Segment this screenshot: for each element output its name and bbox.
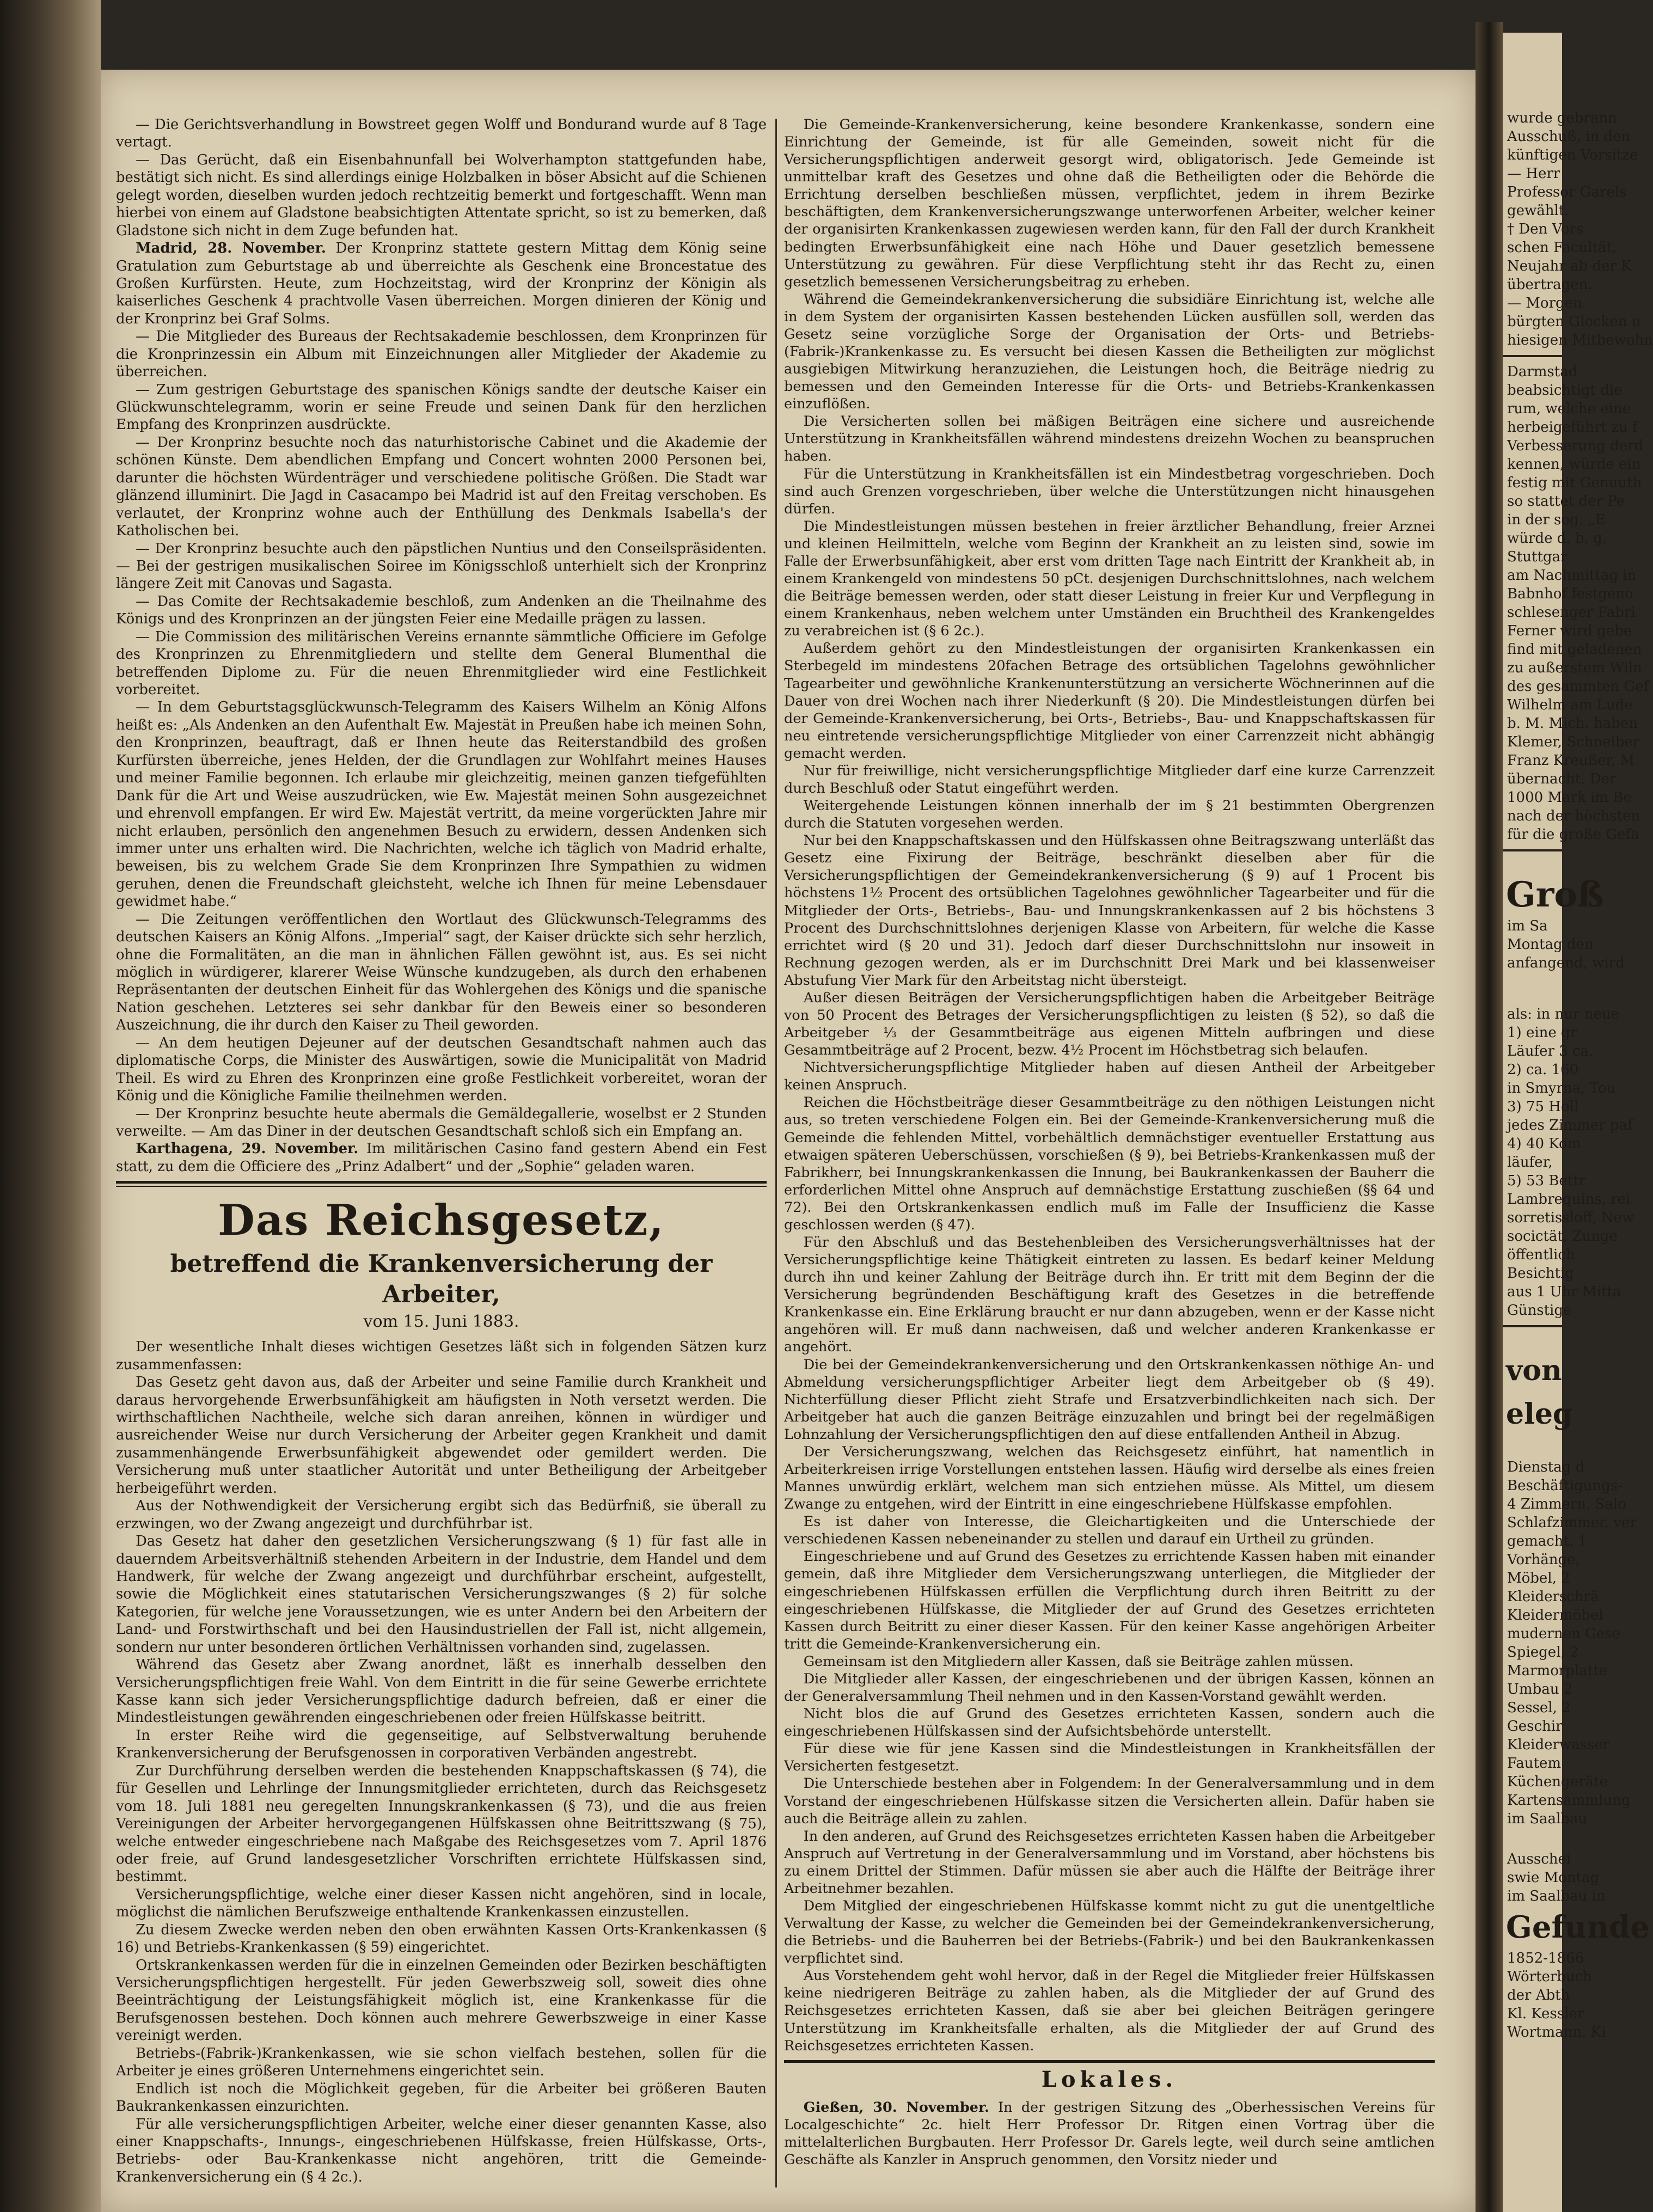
adjacent-lines-h [1503,1850,1606,1905]
right-column [784,116,1435,2196]
adjacent-text-line: des gesammten Gef [1507,678,1649,695]
adjacent-text-line: 1852-1866 [1507,1950,1584,1966]
law-paragraph: Reichen die Höchstbeiträge dieser Gesammtbeiträge zu den nöthigen Leistungen nicht aus, so treten verschiedene Folgen ein. Bei der Gemeinde-Krankenversicherung muß die Gemeinde die fehlenden Mittel, vorbehältlich demnächstiger eventueller Erstattung aus etwaigen späteren Ueberschüssen, vorschießen (§ 9), bei Betriebs-Krankenkassen muß der Fabrikherr, bei Innungskrankenkassen die Innung, bei Baukrankenkassen der Bauherr die erforderlichen Mittel ohne Anspruch auf demnächstige Erstattung zuschießen (§§ 64 und 72). Bei den Ortskrankenkassen endlich muß im Falle der Insufficienz die Kasse geschlossen werden (§ 47). [784,1094,1435,1233]
news-paragraph: — Der Kronprinz besuchte noch das naturhistorische Cabinet und die Akademie der schönen Künste. Dem abendlichen Empfang und Concert wohnten 2000 Personen bei, darunter die höchsten Würdenträger und verschiedene politische Größen. Die Stadt war glänzend illuminirt. Die Jagd in Casacampo bei Madrid ist auf den Freitag verschoben. Es verlautet, der Kronprinz wohne auch der Enthüllung des Denkmals Isabella's der Katholischen bei. [116,434,767,540]
adjacent-text-line: 1000 Mark im Be [1507,789,1632,806]
law-paragraph: Dem Mitglied der eingeschriebenen Hülfskasse kommt nicht zu gut die unentgeltliche Verwaltung der Kasse, zu welcher die Gemeinden bei der Gemeindekrankenversicherung, die Betriebs- und die Bauherren bei der Betriebs-(Fabrik-) und bei den Baukrankenkassen verpflichtet sind. [784,1897,1435,1967]
newspaper-page [101,70,1476,2212]
adjacent-text-line: Wortmann, Ki [1507,2024,1606,2041]
law-paragraph: Die Versicherten sollen bei mäßigen Beiträgen eine sichere und ausreichende Unterstützung in Krankheitsfällen während mindestens dreizehn Wochen zu beanspruchen haben. [784,413,1435,465]
madrid-text: Der Kronprinz stattete gestern Mittag dem König seine Gratulation zum Geburtstage ab und überreichte als Geschenk eine Broncestatue des Großen Kurfürsten. Heute, zum Hochzeitstag, wird der Kronprinz der Königin als kaiserliches Geschenk 4 prachtvolle Vasen überreichen. Morgen dinieren der König und der Kronprinz bei Graf Solms. [116,240,767,327]
adjacent-text-line: Ausschei [1507,1851,1571,1867]
law-paragraph: Während die Gemeindekrankenversicherung die subsidiäre Einrichtung ist, welche alle in dem System der organisirten Kassen bestehenden Lücken ausfüllen soll, werden das Gesetz seine vorzügliche Sorge der Organisation der Orts- und Betriebs-(Fabrik-)Krankenkasse zu. Es versucht bei diesen Kassen die Betheiligten zur möglichst ausgiebigen Mitwirkung heranzuziehen, die Leistungen hoch, die Beiträge niedrig zu bemessen und den Gemeinden Interesse für die Orts- und Betriebs-Krankenkassen einzuflößen. [784,291,1435,413]
law-paragraph: Zu diesem Zwecke werden neben den oben erwähnten Kassen Orts-Krankenkassen (§ 16) und Betriebs-Krankenkassen (§ 59) eingerichtet. [116,1921,767,1956]
adjacent-lines-b [1503,363,1644,548]
adjacent-text-line: als: in nur neue [1507,1006,1619,1022]
adjacent-text-line: jedes Zimmer paf [1507,1117,1633,1133]
law-paragraph: Nichtversicherungspflichtige Mitglieder haben auf diesen Antheil der Arbeitgeber keinen Anspruch. [784,1059,1435,1094]
adjacent-text-line: Darmstad [1507,364,1578,380]
adjacent-text-line: gewählt. [1507,203,1569,219]
adjacent-text-line: schlesenger Fabri [1507,604,1636,621]
article-headline: Das Reichsgesetz, [218,1196,665,1246]
law-paragraph: Während das Gesetz aber Zwang anordnet, läßt es innerhalb desselben den Versicherungspflichtigen freie Wahl. Von dem Eintritt in die für seine Gewerbe errichtete Kasse kann sich jeder Versicherungspflichtige dadurch befreien, daß er einer die Mindestleistungen gewährenden eingeschriebenen oder freien Hülfskasse beitritt. [116,1657,767,1726]
adjacent-text-line: Küchengeräte [1507,1774,1608,1790]
adjacent-text-line: würde d. b. g. [1507,530,1607,547]
adjacent-lines-e [1503,1005,1634,1264]
adjacent-text-line: Günstige [1507,1302,1572,1319]
adjacent-big-heading-3: Gefunde [1506,1909,1650,1945]
adjacent-text-line: übertragen. [1507,277,1593,293]
adjacent-text-line: Läufer 3 ca. [1507,1043,1594,1059]
adjacent-text-line: läufer, [1507,1154,1553,1171]
adjacent-text-line: im Saalbau [1507,1811,1588,1827]
book-binding-edge [0,0,101,2212]
adjacent-lines-c [1503,548,1649,844]
adjacent-lines-a [1503,109,1653,350]
adjacent-text-line: find mit geladenen [1507,641,1642,658]
adjacent-text-line: 1) eine gr [1507,1025,1577,1041]
adjacent-text-line: — Morgen [1507,295,1582,311]
madrid-dateline: Madrid, 28. November. [136,240,326,257]
adjacent-text-line: in der sog. „E [1507,512,1606,528]
adjacent-big-heading-1: Groß [1506,874,1604,915]
adjacent-text-line: 5) 53 Bettr [1507,1173,1586,1189]
law-paragraph: Das Gesetz geht davon aus, daß der Arbeiter und seine Familie durch Krankheit und daraus hervorgehende Erwerbsunfähigkeit am häufigsten in Noth versetzt werden. Die wirthschaftlichen Nachtheile, welche sich daran anreihen, können in würdiger und ausreichender Weise nur durch Versicherung der Arbeiter gegen Krankheit und damit zusammenhängende Erwerbsunfähigkeit abgewendet oder gemildert werden. Die Versicherung muß unter staatlicher Autorität und unter Betheiligung der Arbeitgeber herbeigeführt werden. [116,1374,767,1497]
adjacent-text-line: 4 Zimmern, Salo [1507,1496,1626,1512]
adjacent-text-line: rum, welche eine [1507,401,1631,417]
law-paragraph: Nur bei den Knappschaftskassen und den Hülfskassen ohne Beitragszwang unterläßt das Gesetz eine Fixirung der Beiträge, beschränkt dieselben aber für die Versicherungspflichtigen der Gemeindekrankenversicherung (§ 9) auf 1 Procent bis höchstens 1½ Procent des ortsüblichen Tagelohnes gewöhnlicher Tagearbeiter und für die Mitglieder der Orts-, Betriebs-, Bau- und Innungskrankenkassen auf 2 bis höchstens 3 Procent des Durchschnittslohnes derjenigen Klasse von Arbeitern, für welche die Kasse errichtet wird (§ 20 und 31). Jedoch darf dieser Durchschnittslohn nur insoweit in Rechnung gezogen werden, als er im Durchschnitt Drei Mark und bei klassenweiser Abstufung Vier Mark für den Arbeitstag nicht übersteigt. [784,832,1435,989]
law-paragraph: Die Gemeinde-Krankenversicherung, keine besondere Krankenkasse, sondern eine Einrichtung der Gemeinde, ist für alle Gemeinden, soweit nicht für die Versicherungspflichtigen anderweit gesorgt wird, obligatorisch. Jede Gemeinde ist unmittelbar kraft des Gesetzes und ohne daß die Betheiligten oder die Behörde die Errichtung derselben beschließen müssen, verpflichtet, jedem in ihrem Bezirke beschäftigten, dem Krankenversicherungszwange unterworfenen Arbeiter, welcher keiner der organisirten Krankenkassen zugewiesen werden kann, für den Fall der durch Krankheit bedingten Erwerbsunfähigkeit eine nach Höhe und Dauer gesetzlich bemessene Unterstützung zu gewähren. Für diese Verpflichtung steht ihr das Recht zu, einen gesetzlich bemessenen Versicherungsbeitrag zu erheben. [784,117,1435,290]
adjacent-lines-i [1503,1949,1606,2042]
law-paragraph: Der Versicherungszwang, welchen das Reichsgesetz einführt, hat namentlich in Arbeiterkreisen irrige Vorstellungen entstehen lassen. Häufig wird derselbe als eines freien Mannes unwürdig erklärt, welchem man sich entziehen müsse. Als Mittel, um diesem Zwange zu entgehen, wird der Eintritt in eine eingeschriebene Hülfskasse empfohlen. [784,1443,1435,1513]
adjacent-text-line: † Den Vors [1507,221,1584,237]
karthagena-paragraph [116,1140,767,1175]
adjacent-text-line: 4) 40 Kom [1507,1136,1581,1152]
news-paragraph: — Zum gestrigen Geburtstage des spanischen Königs sandte der deutsche Kaiser ein Glückwunschtelegramm, worin er seine Freude und seinen Dank für den herzlichen Empfang des Kronprinzen ausdrückte. [116,381,767,433]
adjacent-text-line: Ferner wird gebe [1507,623,1632,639]
law-paragraph: Außerdem gehört zu den Mindestleistungen der organisirten Krankenkassen ein Sterbegeld im mindestens 20fachen Betrage des ortsüblichen Tagelohns gewöhnlicher Tagearbeiter und gewöhnliche Krankenunterstützung an versicherte Wöchnerinnen auf die Dauer von drei Wochen nach ihrer Niederkunft (§ 20). Die Mindestleistungen dürfen bei der Gemeinde-Krankenversicherung, bei Orts-, Betriebs-, Bau- und Knappschaftskassen für neu eintretende versicherungspflichtige Mitglieder von einer Carrenzzeit nicht abhängig gemacht werden. [784,640,1435,762]
adjacent-text-line: Spiegel, 2 [1507,1644,1579,1660]
adjacent-text-line: Wörterbuch [1507,1969,1592,1985]
adjacent-lines-g [1503,1458,1637,1828]
law-paragraph: Der wesentliche Inhalt dieses wichtigen Gesetzes läßt sich in folgenden Sätzen kurz zusammenfassen: [116,1339,767,1373]
adjacent-text-line: swie Montag [1507,1870,1600,1886]
adjacent-text-line: Dienstag d [1507,1459,1585,1475]
news-paragraph: — Die Zeitungen veröffentlichen den Wortlaut des Glückwunsch-Telegramms des deutschen Kaisers an König Alfons. „Imperial“ sagt, der Kaiser drückte sich sehr herzlich, ohne die Formalitäten, an die man in ähnlichen Fällen gewöhnt ist, aus. Es sei nicht möglich in würdigerer, klarerer Weise Wünsche kundzugeben, als durch den erhabenen Repräsentanten der deutschen Einheit für das Wohlergehen des Königs und die spanische Nation geschehen. Letzteres sei sehr dankbar für den Beweis einer so besonderen Auszeichnung, die ihr durch den Kaiser zu Theil geworden. [116,911,767,1034]
adjacent-text-line: Franz Kreußer, M [1507,752,1635,769]
adjacent-text-line: Lambrequins, rei [1507,1191,1631,1208]
adjacent-text-line: Montag den [1507,936,1594,953]
adjacent-text-line: — Herr [1507,166,1560,182]
law-paragraph: Das Gesetz hat daher den gesetzlichen Versicherungszwang (§ 1) für fast alle in dauerndem Arbeitsverhältniß stehenden Arbeitern in der Industrie, dem Handel und dem Handwerk, für welche der Zwang angezeigt und durchführbar erscheint, aufgestellt, sowie die Möglichkeit eines statutarischen Versicherungszwanges (§ 2) für solche Kategorien, für welche jene Voraussetzungen, wie es unter Andern bei den Arbeitern der Land- und Forstwirthschaft und bei den Hausindustriellen der Fall ist, nicht allgemein, sondern nur unter besonderen örtlichen Verhältnissen vorhanden sind, zugelassen. [116,1533,767,1656]
news-paragraph: — Das Comite der Rechtsakademie beschloß, zum Andenken an die Theilnahme des Königs und des Kronprinzen an der jüngsten Feier eine Medaille prägen zu lassen. [116,593,767,628]
adjacent-text-line: künftigen Vorsitze [1507,147,1638,163]
left-column [116,116,767,2196]
karthagena-text: Im militärischen Casino fand gestern Abend ein Fest statt, zu dem die Officiere des „Prinz Adalbert“ und der „Sophie“ geladen waren. [116,1141,767,1175]
law-paragraph: Es ist daher von Interesse, die Gleichartigkeiten und die Unterschiede der verschiedenen Kassen nebeneinander zu stellen und darauf ein Urtheil zu gründen. [784,1514,1435,1548]
adjacent-text-line: hiesigen Mitbewohn [1507,332,1653,348]
left-top-paragraphs [116,116,767,240]
adjacent-text-line: Umbau 2 [1507,1681,1573,1698]
adjacent-text-line: schen Facultät, [1507,240,1617,256]
law-paragraphs [116,1338,767,2186]
adjacent-text-line: nach der höchsten [1507,808,1640,824]
adjacent-text-line: Babnhof festgeno [1507,586,1633,602]
law-paragraph: Endlich ist noch die Möglichkeit gegeben, für die Arbeiter bei größeren Bauten Baukrankenkassen einzurichten. [116,2080,767,2115]
adjacent-text-line: bürgten Glocken u [1507,314,1641,330]
adjacent-text-line: festig mit Genuuth [1507,475,1642,491]
page-gutter [1476,22,1503,2212]
adjacent-text-line: für die große Gefa [1507,826,1639,843]
law-paragraph: Außer diesen Beiträgen der Versicherungspflichtigen haben die Arbeitgeber Beiträge von 50 Procent des Betrages der Versicherungspflichtigen zu leisten (§ 52), so daß die Arbeitgeber ⅓ der Gesammtbeiträge aus eigenen Mitteln aufbringen und diese Gesammtbeiträge auf 2 Procent, bezw. 4½ Procent im Höchstbetrag sich belaufen. [784,989,1435,1059]
adjacent-text-line: so stattet der Pe [1507,493,1625,510]
adjacent-text-line: der Abth [1507,1987,1570,2003]
madrid-paragraph [116,240,767,328]
lokales-rule-thick [784,2060,1435,2063]
adjacent-text-line: Stuttgar [1507,549,1568,565]
giessen-text: In der gestrigen Sitzung des „Oberhessischen Vereins für Localgeschichte“ 2c. hielt Herr Professor Dr. Ritgen einen Vortrag über die mittelalterlichen Burgbauten. Herr Professor Dr. Garels legte, weil durch seine amtlichen Geschäfte als Kanzler in Anspruch genommen, den Vorsitz nieder und [784,2099,1435,2168]
law-paragraph: Die Mindestleistungen müssen bestehen in freier ärztlicher Behandlung, freier Arznei und kleinen Heilmitteln, welche vom Beginn der Krankheit an zu leisten sind, sowie im Falle der Erwerbsunfähigkeit, aber erst vom dritten Tage nach Eintritt der Krankheit ab, in einem Krankengeld von mindestens 50 pCt. desjenigen Durchschnittslohnes, nach welchem die Beiträge bemessen werden, oder statt dieser Leistung in freier Kur und Verpflegung in einem Krankenhaus, neben welchem unter Umständen ein Bruchtheil des Krankengeldes zu verabreichen ist (§ 6 2c.). [784,518,1435,640]
news-paragraph: — Der Kronprinz besuchte auch den päpstlichen Nuntius und den Conseilspräsidenten. — Bei der gestrigen musikalischen Soiree im Königsschloß unterhielt sich der Kronprinz längere Zeit mit Canovas und Sagasta. [116,540,767,592]
adjacent-text-line: Geschir [1507,1718,1563,1735]
adjacent-text-line: öffentlich [1507,1247,1575,1263]
law-paragraph: Für diese wie für jene Kassen sind die Mindestleistungen in Krankheitsfällen der Versicherten festgesetzt. [784,1741,1435,1775]
adjacent-text-line: mudernen Gese [1507,1626,1620,1642]
karthagena-dateline: Karthagena, 29. November. [136,1141,359,1157]
adjacent-text-line: aus 1 Uhr Mitta [1507,1284,1621,1300]
adjacent-text-line: Kleiderschrä [1507,1589,1599,1605]
adjacent-rule [1503,849,1562,851]
law-paragraph: Ortskrankenkassen werden für die in einzelnen Gemeinden oder Bezirken beschäftigten Versicherungspflichtigen hergestellt. Für jeden Gewerbszweig soll, soweit dies ohne Beeinträchtigung der Leistungsfähigkeit möglich ist, eine Krankenkasse für die Berufsgenossen bestehen. Doch können auch mehrere Gewerbszweige in einer Kasse vereinigt werden. [116,1957,767,2044]
law-paragraph: Für den Abschluß und das Bestehenbleiben des Versicherungsverhältnisses hat der Versicherungspflichtige keine Thätigkeit eintreten zu lassen. Es bedarf keiner Meldung durch ihn und keiner Zahlung der Beiträge durch ihn. Er tritt mit dem Beginn der die Versicherung begründenden Beschäftigung kraft des Gesetzes in die betreffende Krankenkasse ein. Eine Erklärung braucht er nur dann abzugeben, wenn er der Kasse nicht angehören will. Er muß dann nachweisen, daß und welcher anderen Krankenkasse er angehört. [784,1234,1435,1356]
adjacent-text-line: Klemer, Schneiber [1507,734,1640,750]
adjacent-text-line: im Saalbau in [1507,1888,1606,1904]
article-subheadline: betreffend die Krankenversicherung der Arbeiter, [170,1250,713,1309]
column-divider [775,119,777,2188]
law-paragraph: Zur Durchführung derselben werden die bestehenden Knappschaftskassen (§ 74), die für Gesellen und Lehrlinge der Innungsmitglieder errichteten, durch das Reichsgesetz vom 18. Juli 1881 neu geregelten Innungskrankenkassen (§ 73), und die aus freien Vereinigungen der Arbeiter hervorgegangenen Hülfskassen ohne Beitrittszwang (§ 75), welche entweder eingeschriebene nach Maßgabe des Reichsgesetzes vom 7. April 1876 oder freie, auf Grund landesgesetzlicher Vorschriften errichtete Hülfskassen sind, bestimmt. [116,1762,767,1885]
adjacent-text-line: in Smyrna, Tou [1507,1080,1616,1096]
adjacent-text-line: Wilhelm am Lude [1507,697,1633,713]
adjacent-text-line: gemacht, 1 [1507,1533,1588,1549]
giessen-paragraph [784,2099,1435,2168]
adjacent-page-fragment [1503,33,1653,2212]
adjacent-text-line: Neujahr ab der K [1507,258,1632,274]
adjacent-text-line: Möbel, 2 [1507,1570,1570,1586]
madrid-news-paragraphs [116,328,767,1140]
adjacent-text-line: zu außerstem Wiln [1507,660,1642,676]
adjacent-text-line: im Sa [1507,918,1548,934]
adjacent-text-line: Kl. Kessler [1507,2006,1584,2022]
law-paragraph: Gemeinsam ist den Mitgliedern aller Kassen, daß sie Beiträge zahlen müssen. [803,1653,1354,1670]
adjacent-text-line: kennen, würde ein [1507,456,1641,473]
adjacent-text-line: übernacht. Der [1507,771,1617,787]
adjacent-text-line: Besichtig [1507,1265,1574,1282]
adjacent-big-heading-2: von eleg [1506,1354,1573,1431]
section-title-lokales: Lokales. [1041,2066,1178,2092]
adjacent-text-line: Schlafzimmer, ver [1507,1515,1637,1531]
adjacent-text-line: anfangend, wird [1507,955,1625,971]
news-paragraph: — An dem heutigen Dejeuner auf der deutschen Gesandtschaft nahmen auch das diplomatische Corps, die Minister des Auswärtigen, sowie die Municipalität von Madrid Theil. Es wird zu Ehren des Kronprinzen eine große Festlichkeit vorbereitet, woran der König und die Königliche Familie theilnehmen werden. [116,1034,767,1105]
law-paragraph: Die bei der Gemeindekrankenversicherung und den Ortskrankenkassen nöthige An- und Abmeldung versicherungspflichtiger Arbeiter liegt dem Arbeitgeber ob (§ 49). Nichterfüllung dieser Pflicht zieht Strafe und Ersatzverbindlichkeiten nach sich. Der Arbeitgeber hat auch die ganzen Beiträge einzuzahlen und bringt bei der regelmäßigen Lohnzahlung der Versicherungspflichtigen den auf diese entfallenden Antheil in Abzug. [784,1356,1435,1443]
adjacent-text-line: herbeigeführt zu f [1507,419,1638,436]
law-paragraph: Die Unterschiede bestehen aber in Folgendem: In der Generalversammlung und in dem Vorstand der eingeschriebenen Hülfskasse sitzen die Versicherten allein. Dafür haben sie auch die Beiträge allein zu zahlen. [784,1775,1435,1827]
section-rule-thick [116,1181,767,1184]
law-paragraph: Weitergehende Leistungen können innerhalb der im § 21 bestimmten Obergrenzen durch die Statuten vorgesehen werden. [784,798,1435,832]
law-paragraph: Betriebs-(Fabrik-)Krankenkassen, wie sie schon vielfach bestehen, sollen für die Arbeiter je eines größeren Unternehmens eingerichtet sein. [116,2045,767,2080]
news-paragraph: — Die Mitglieder des Bureaus der Rechtsakademie beschlossen, dem Kronprinzen für die Kronprinzessin ein Album mit Einzeichnungen aller Mitglieder der Akademie zu überreichen. [116,328,767,381]
law-paragraph: In erster Reihe wird die gegenseitige, auf Selbstverwaltung beruhende Krankenversicherung der Berufsgenossen in corporativen Verbänden angestrebt. [116,1727,767,1762]
law-paragraph: Nur für freiwillige, nicht versicherungspflichtige Mitglieder darf eine kurze Carrenzzeit durch Beschluß oder Statut eingeführt werden. [784,762,1435,796]
adjacent-text-line: Kleiderwasser [1507,1737,1610,1753]
law-paragraph: Nicht blos die auf Grund des Gesetzes errichteten Kassen, sondern auch die eingeschriebenen Hülfskassen sind der Aufsichtsbehörde unterstellt. [784,1706,1435,1740]
news-paragraph: — Die Commission des militärischen Vereins ernannte sämmtliche Officiere im Gefolge des Kronprinzen zu Ehrenmitgliedern und stellte dem General Blumenthal die betreffenden Diplome zu. Für die neuen Ehrenmitglieder wird eine Festlichkeit vorbereitet. [116,628,767,698]
adjacent-lines-f [1503,1264,1621,1320]
adjacent-text-line: Ausschuß, in den [1507,128,1631,145]
adjacent-text-line: b. M. Mich. haben [1507,715,1638,732]
adjacent-text-line: sorretissloff, New [1507,1210,1634,1226]
adjacent-text-line: 3) 75 Holl [1507,1099,1579,1115]
adjacent-rule [1503,355,1562,357]
section-rule-thin [116,1186,767,1187]
giessen-dateline: Gießen, 30. November. [803,2099,989,2116]
right-law-paragraphs [784,116,1435,2055]
adjacent-text-line: beabsichtigt die [1507,382,1623,399]
adjacent-text-line: 2) ca. 160 [1507,1062,1579,1078]
adjacent-text-line: socictät, Zunge [1507,1228,1618,1245]
law-paragraph: Versicherungspflichtige, welche einer dieser Kassen nicht angehören, sind in locale, möglichst die nämlichen Berufszweige enthaltende Krankenkassen einzustellen. [116,1886,767,1921]
news-paragraph: — Das Gerücht, daß ein Eisenbahnunfall bei Wolverhampton stattgefunden habe, bestätigt sich nicht. Es sind allerdings einige Holzbalken in böser Absicht auf die Schienen gelegt worden, dieselben wurden jedoch rechtzeitig bemerkt und fortgeschafft. Wenn man hierbei von einem auf Gladstone beabsichtigten Attentate spricht, so ist zu bemerken, daß Gladstone sich nicht in dem Zuge befunden hat. [116,151,767,239]
adjacent-text-line: Sessel, 2 [1507,1700,1571,1716]
adjacent-lines-d [1503,917,1625,972]
news-paragraph: — Der Kronprinz besuchte heute abermals die Gemäldegallerie, woselbst er 2 Stunden verweilte. — Am das Diner in der deutschen Gesandtschaft schloß sich ein Empfang an. [116,1105,767,1139]
adjacent-text-line: Beschäftigungs- [1507,1478,1623,1494]
law-paragraph: Für die Unterstützung in Krankheitsfällen ist ein Mindestbetrag vorgeschrieben. Doch sind auch Grenzen vorgeschrieben, über welche die Unterstützungen nicht hinausgehen dürfen. [784,465,1435,517]
law-paragraph: Die Mitglieder aller Kassen, der eingeschriebenen und der übrigen Kassen, können an der Generalversammlung Theil nehmen und in den Kassen-Vorstand gewählt werden. [784,1670,1435,1705]
adjacent-text-line: wurde gebrann [1507,110,1617,126]
news-paragraph: — Die Gerichtsverhandlung in Bowstreet gegen Wolff und Bondurand wurde auf 8 Tage vertagt. [116,117,767,151]
adjacent-text-line: Marmorplatte [1507,1663,1608,1679]
adjacent-text-line: Professor Garels [1507,184,1627,200]
adjacent-text-line: Verbesserung derd [1507,438,1644,454]
adjacent-rule [1503,1325,1562,1327]
law-paragraph: Für alle versicherungspflichtigen Arbeiter, welche einer dieser genannten Kasse, also einer Knappschafts-, Innungs-, eingeschriebenen Hülfskasse, freien Hülfskasse, Orts-, Betriebs- oder Bau-Krankenkasse nicht angehören, tritt die Gemeinde-Krankenversicherung ein (§ 4 2c.). [116,2116,767,2185]
law-paragraph: Aus der Nothwendigkeit der Versicherung ergibt sich das Bedürfniß, sie überall zu erzwingen, wo der Zwang angezeigt und durchführbar ist. [116,1498,767,1532]
adjacent-text-line: Kleidermöbel [1507,1607,1603,1623]
article-date: vom 15. Juni 1883. [363,1312,519,1332]
news-paragraph: — In dem Geburtstagsglückwunsch-Telegramm des Kaisers Wilhelm an König Alfons heißt es: „Als Andenken an den Aufenthalt Ew. Majestät in Preußen habe ich meinen Sohn, den Kronprinzen, beauftragt, daß er Ihnen heute das Reiterstandbild des großen Kurfürsten überreiche, jenes Helden, der die Grundlagen zur Wohlfahrt meines Hauses und meiner Familie begonnen. Ich erlaube mir gleichzeitig, meinen ganzen tiefgefühlten Dank für die Art und Weise auszudrücken, wie Ew. Majestät meinen Sohn ausgezeichnet und ehrenvoll empfangen. Er wird Ew. Majestät vertritt, da meine vorgerückten Jahre mir nicht erlauben, persönlich den angenehmen Besuch zu erwidern, dessen Andenken sich immer unter uns erhalten wird. Die Nachrichten, welche ich täglich von Madrid erhalte, beweisen, bis zu welchem Grade Sie dem Kronprinzen Ihre Sympathien zu widmen geruhen, denen die Freundschaft gleichsteht, welche ich Ihnen für meine Lebensdauer gewidmet habe.“ [116,699,767,910]
law-paragraph: Eingeschriebene und auf Grund des Gesetzes zu errichtende Kassen haben mit einander gemein, daß ihre Mitglieder dem Versicherungszwang unterliegen, die Mitglieder der eingeschriebenen Hülfskassen erfüllen die Verpflichtung durch ihren Beitritt zu der eingeschriebenen Hülfskasse, die Mitglieder der auf Grund des Gesetzes errichteten Kassen durch Beitritt zu einer dieser Kassen. Für den keiner Kasse angehörigen Arbeiter tritt die Gemeinde-Krankenversicherung ein. [784,1548,1435,1652]
law-paragraph: In den anderen, auf Grund des Reichsgesetzes errichteten Kassen haben die Arbeitgeber Anspruch auf Vertretung in der Generalversammlung und im Vorstand, aber höchstens bis zu einem Drittel der Stimmen. Dafür müssen sie aber auch die Hälfte der Beiträge ihrer Arbeitnehmer bezahlen. [784,1828,1435,1897]
adjacent-text-line: Kartensammlung [1507,1792,1631,1809]
law-paragraph: Aus Vorstehendem geht wohl hervor, daß in der Regel die Mitglieder freier Hülfskassen keine niedrigeren Beiträge zu zahlen haben, als die Mitglieder der auf Grund des Reichsgesetzes errichteten Kassen, daß sie aber bei gleichen Beiträgen geringere Unterstützung im Krankheitsfalle erhalten, als die Mitglieder der auf Grund des Reichsgesetzes errichteten Kassen. [784,1968,1435,2054]
adjacent-text-line: Fautem [1507,1755,1562,1772]
adjacent-text-line: Vorhänge, [1507,1552,1580,1568]
adjacent-text-line: am Nachmittag in [1507,567,1637,584]
